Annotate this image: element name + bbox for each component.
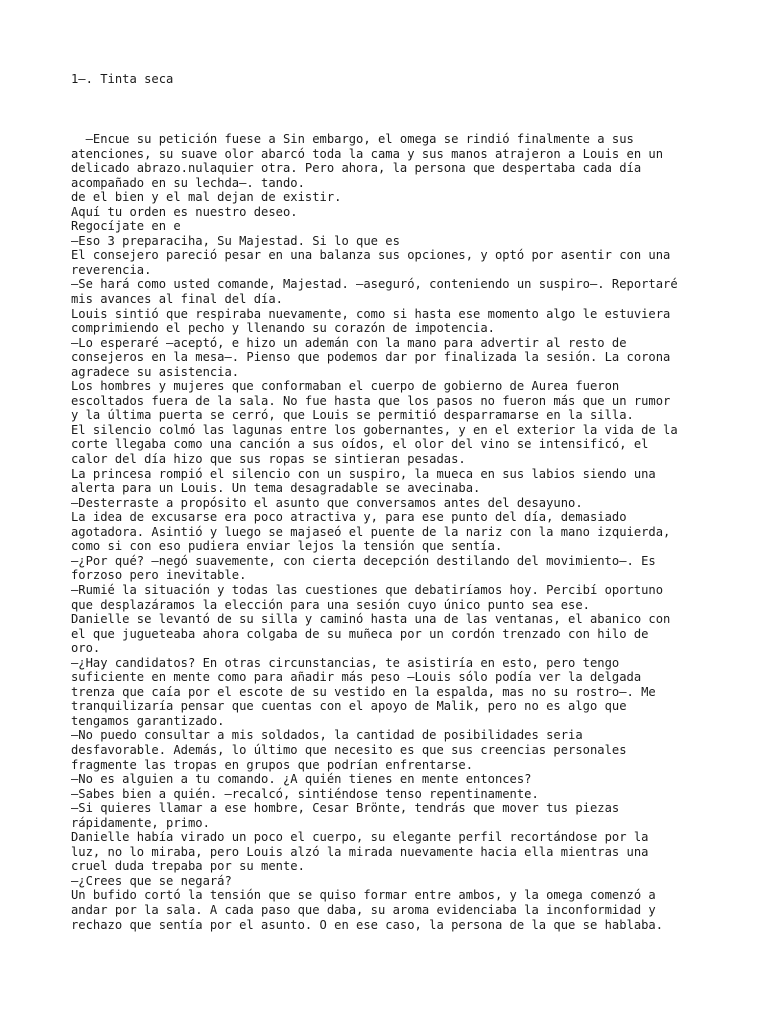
text-line: reverencia.: [71, 262, 152, 277]
text-line: —No es alguien a tu comando. ¿A quién tienes en mente entonces?: [71, 772, 532, 787]
text-line: forzoso pero inevitable.: [71, 568, 247, 583]
text-line: desfavorable. Además, lo último que necesito es que sus creencias personales: [71, 742, 627, 757]
text-line: que desplazáramos la elección para una sesión cuyo único punto sea ese.: [71, 597, 590, 612]
text-line: rápidamente, primo.: [71, 815, 210, 830]
text-line: agotadora. Asintió y luego se majaseó el puente de la nariz con la mano izquierda,: [71, 524, 671, 539]
text-line: calor del día hizo que sus ropas se sintieran pesadas.: [71, 452, 466, 467]
text-line: mis avances al final del día.: [71, 292, 283, 307]
text-line: Los hombres y mujeres que conformaban el cuerpo de gobierno de Aurea fueron: [71, 379, 620, 394]
text-line: cruel duda trepaba por su mente.: [71, 859, 305, 874]
text-line: Regocíjate en e: [71, 219, 181, 234]
text-line: —Desterraste a propósito el asunto que conversamos antes del desayuno.: [71, 495, 583, 510]
text-line: alerta para un Louis. Un tema desagradable se avecinaba.: [71, 481, 481, 496]
text-line: La idea de excusarse era poco atractiva y, para ese punto del día, demasiado: [71, 510, 627, 525]
text-line: tengamos garantizado.: [71, 713, 225, 728]
text-line: comprimiendo el pecho y llenando su corazón de impotencia.: [71, 321, 495, 336]
text-line: —Si quieres llamar a ese hombre, Cesar Brönte, tendrás que mover tus piezas: [71, 801, 620, 816]
text-line: de el bien y el mal dejan de existir.: [71, 190, 342, 205]
text-line: fragmente las tropas en grupos que podrían enfrentarse.: [71, 757, 474, 772]
text-line: luz, no lo miraba, pero Louis alzó la mirada nuevamente hacia ella mientras una: [71, 844, 649, 859]
text-line: —¿Hay candidatos? En otras circunstancias, te asistiría en esto, pero tengo: [71, 655, 620, 670]
text-line: —¿Crees que se negará?: [71, 873, 232, 888]
text-line: —Rumié la situación y todas las cuestiones que debatiríamos hoy. Percibí oportuno: [71, 582, 664, 597]
text-line: tranquilizaría pensar que cuentas con el apoyo de Malik, pero no es algo que: [71, 699, 627, 714]
text-line: —No puedo consultar a mis soldados, la cantidad de posibilidades seria: [71, 728, 583, 743]
text-line: —Eso 3 preparaciha, Su Majestad. Si lo que es: [71, 233, 400, 248]
text-line: La princesa rompió el silencio con un suspiro, la mueca en sus labios siendo una: [71, 466, 656, 481]
text-line: delicado abrazo.nulaquier otra. Pero ahora, la persona que despertaba cada día: [71, 161, 642, 176]
text-line: andar por la sala. A cada paso que daba, su aroma evidenciaba la inconformidad y: [71, 902, 656, 917]
text-line: escoltados fuera de la sala. No fue hasta que los pasos no fueron más que un rumor: [71, 393, 671, 408]
text-line: Aquí tu orden es nuestro deseo.: [71, 204, 298, 219]
text-line: —Se hará como usted comande, Majestad. —aseguró, conteniendo un suspiro—. Reportaré: [71, 277, 678, 292]
text-line: —Sabes bien a quién. —recalcó, sintiéndose tenso repentinamente.: [71, 786, 539, 801]
text-line: trenza que caía por el escote de su vestido en la espalda, mas no su rostro—. Me: [71, 684, 656, 699]
document-body: [71, 132, 703, 932]
text-line: El silencio colmó las lagunas entre los gobernantes, y en el exterior la vida de la: [71, 422, 678, 437]
text-line: agradece su asistencia.: [71, 364, 240, 379]
text-line: el que jugueteaba ahora colgaba de su muñeca por un cordón trenzado con hilo de: [71, 626, 649, 641]
text-line: —Lo esperaré —aceptó, e hizo un ademán con la mano para advertir al resto de: [71, 335, 627, 350]
text-line: oro.: [71, 641, 101, 656]
text-line: Louis sintió que respiraba nuevamente, como si hasta ese momento algo le estuviera: [71, 306, 671, 321]
text-line: corte llegaba como una canción a sus oídos, el olor del vino se intensificó, el: [71, 437, 649, 452]
text-line: atenciones, su suave olor abarcó toda la cama y sus manos atrajeron a Louis en un: [71, 146, 664, 161]
text-line: consejeros en la mesa—. Pienso que podemos dar por finalizada la sesión. La corona: [71, 350, 671, 365]
text-line: y la última puerta se cerró, que Louis se permitió desparramarse en la silla.: [71, 408, 634, 423]
text-line: —Encue su petición fuese a Sin embargo, el omega se rindió finalmente a sus: [71, 132, 634, 146]
text-line: —¿Por qué? —negó suavemente, con cierta decepción destilando del movimiento—. Es: [71, 553, 656, 568]
text-line: como si con eso pudiera enviar lejos la tensión que sentía.: [71, 539, 503, 554]
text-line: El consejero pareció pesar en una balanza sus opciones, y optó por asentir con una: [71, 248, 671, 263]
text-line: suficiente en mente como para añadir más peso —Louis sólo podía ver la delgada: [71, 670, 642, 685]
text-line: rechazo que sentía por el asunto. O en ese caso, la persona de la que se hablaba.: [71, 917, 664, 932]
chapter-title: 1—. Tinta seca: [71, 72, 174, 86]
text-line: Danielle se levantó de su silla y caminó hasta una de las ventanas, el abanico con: [71, 612, 671, 627]
text-line: Danielle había virado un poco el cuerpo, su elegante perfil recortándose por la: [71, 830, 649, 845]
text-line: Un bufido cortó la tensión que se quiso formar entre ambos, y la omega comenzó a: [71, 888, 656, 903]
text-line: acompañado en su lechda—. tando.: [71, 175, 305, 190]
